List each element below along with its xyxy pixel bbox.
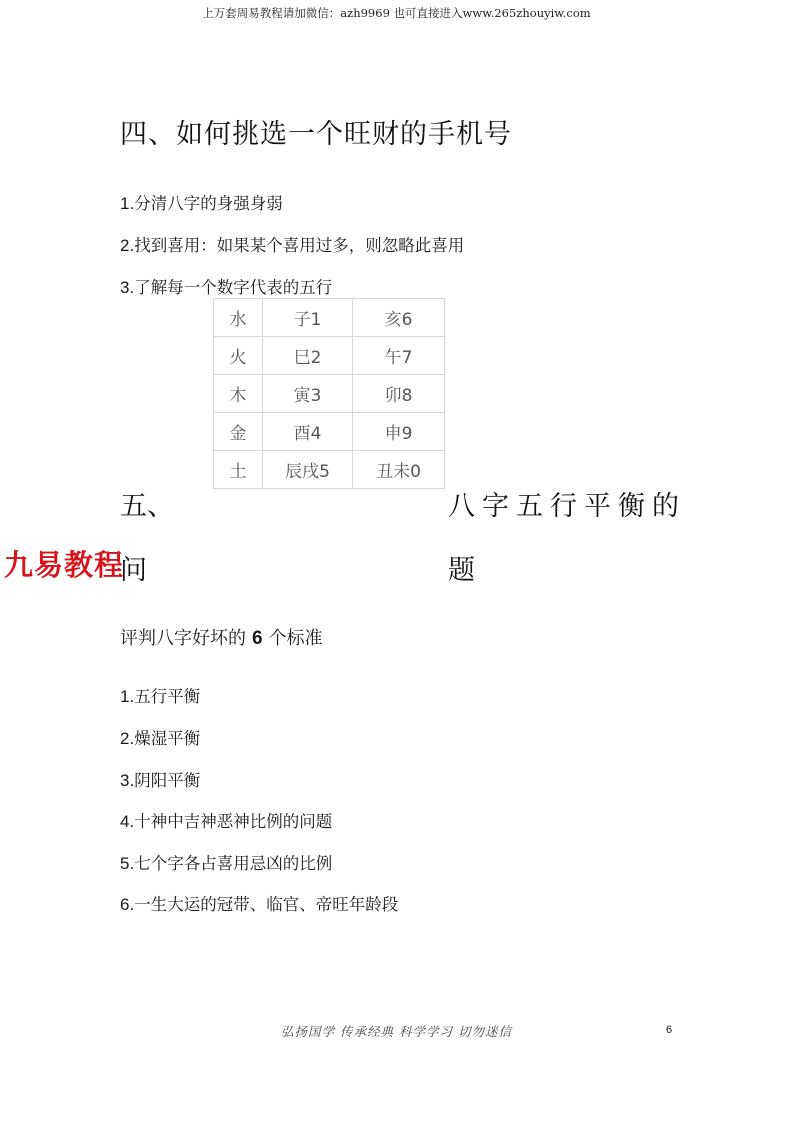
header-note: 上万套周易教程请加微信：azh9969 也可直接进入www.265zhouyiw.com <box>202 6 591 20</box>
step-number: 2. <box>120 236 135 255</box>
branch-cell: 丑未0 <box>353 451 445 489</box>
table-row <box>214 413 445 451</box>
list-item <box>120 891 398 915</box>
step-number: 3. <box>120 278 135 297</box>
item-text: 阴阳平衡 <box>134 771 201 790</box>
step-number: 1. <box>120 194 135 213</box>
element-cell: 土 <box>214 451 263 489</box>
element-cell: 金 <box>214 413 263 451</box>
branch-cell: 子1 <box>263 299 353 337</box>
step-text: 了解每一个数字代表的五行 <box>134 278 333 297</box>
item-number: 1. <box>120 687 135 706</box>
step-text: 分清八字的身强身弱 <box>134 194 283 213</box>
item-text: 十神中吉神恶神比例的问题 <box>134 812 333 831</box>
branch-cell: 申9 <box>353 413 445 451</box>
table-row <box>214 375 445 413</box>
element-cell: 水 <box>214 299 263 337</box>
item-text: 五行平衡 <box>134 687 201 706</box>
table-row <box>214 337 445 375</box>
list-item <box>120 767 200 791</box>
item-number: 3. <box>120 771 135 790</box>
item-number: 5. <box>120 854 135 873</box>
list-item <box>120 725 200 749</box>
branch-cell: 亥6 <box>353 299 445 337</box>
item-text: 一生大运的冠带、临官、帝旺年龄段 <box>134 895 399 914</box>
step-2 <box>120 232 464 256</box>
element-cell: 火 <box>214 337 263 375</box>
section-4-title: 四、如何挑选一个旺财的手机号 <box>120 119 512 150</box>
branch-cell: 午7 <box>353 337 445 375</box>
section-5-title: 八字五行平衡的 <box>448 491 686 522</box>
watermark-logo: 九易教程 <box>4 548 125 582</box>
section-5-title-number: 五、 <box>120 491 174 522</box>
list-item <box>120 808 332 832</box>
element-cell: 木 <box>214 375 263 413</box>
branch-cell: 酉4 <box>263 413 353 451</box>
step-3 <box>120 274 332 298</box>
branch-cell: 寅3 <box>263 375 353 413</box>
table-row <box>214 451 445 489</box>
list-item <box>120 683 200 707</box>
page-number: 6 <box>666 1024 673 1036</box>
item-number: 2. <box>120 729 135 748</box>
wuxing-number-table <box>213 298 445 489</box>
branch-cell: 辰戌5 <box>263 451 353 489</box>
item-number: 6. <box>120 895 135 914</box>
criteria-heading <box>120 624 323 650</box>
section-5-title-line2-right: 题 <box>448 555 475 586</box>
step-1 <box>120 190 283 214</box>
criteria-count: 6 <box>252 628 263 649</box>
step-text: 找到喜用：如果某个喜用过多，则忽略此喜用 <box>134 236 465 255</box>
item-text: 七个字各占喜用忌凶的比例 <box>134 854 333 873</box>
table-row <box>214 299 445 337</box>
section-5-title-line2-left: 问 <box>120 555 147 586</box>
criteria-suffix: 个标准 <box>268 628 323 649</box>
branch-cell: 卯8 <box>353 375 445 413</box>
criteria-prefix: 评判八字好坏的 <box>120 628 246 649</box>
item-text: 燥湿平衡 <box>134 729 201 748</box>
footer-motto: 弘扬国学 传承经典 科学学习 切勿迷信 <box>281 1024 512 1039</box>
list-item <box>120 850 332 874</box>
item-number: 4. <box>120 812 135 831</box>
branch-cell: 巳2 <box>263 337 353 375</box>
